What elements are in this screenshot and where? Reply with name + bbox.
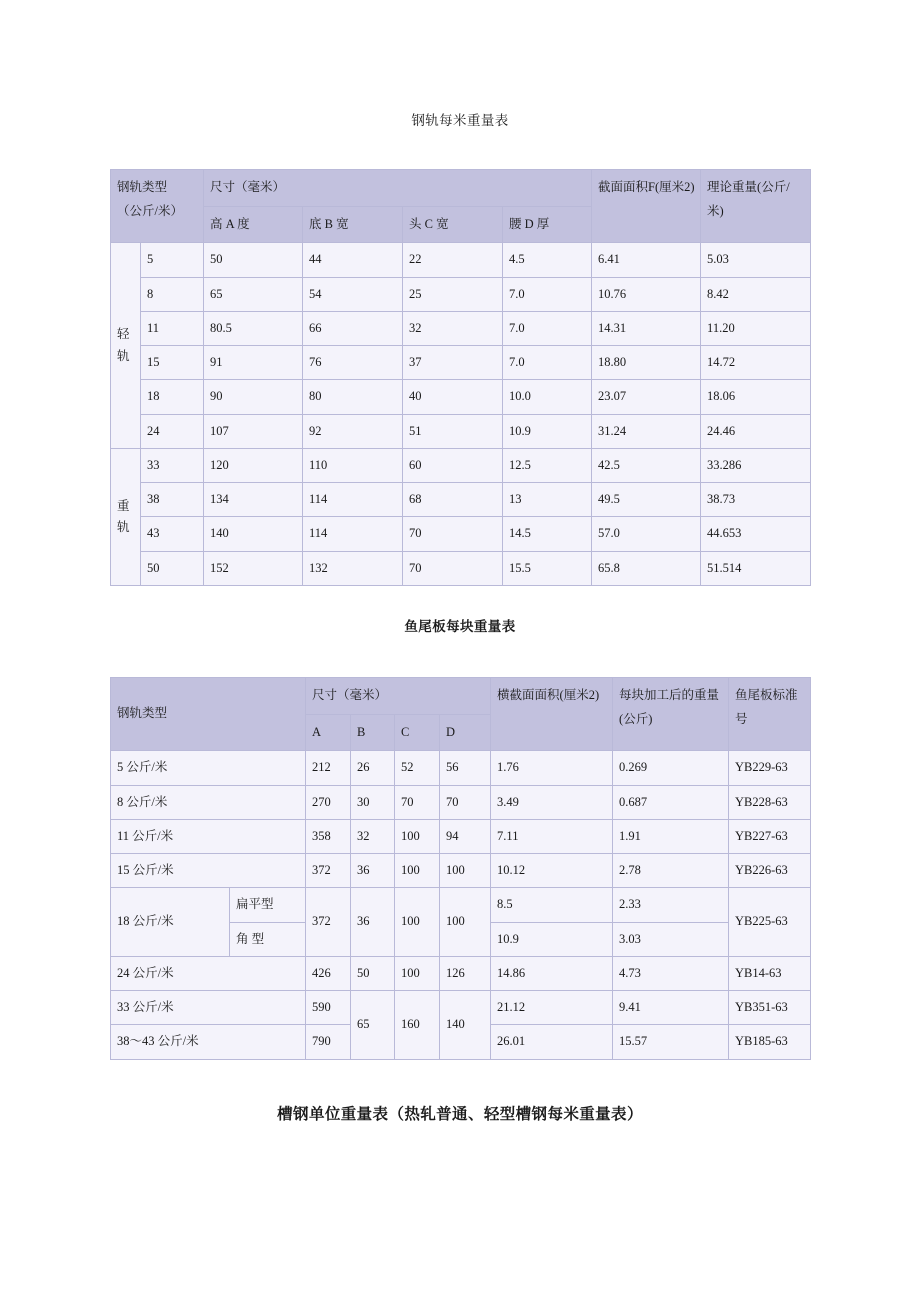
cell-theoretical-weight: 14.72 [701,346,811,380]
cell-theoretical-weight: 33.286 [701,448,811,482]
cell-dim-a: 372 [306,854,351,888]
table-row [111,956,811,990]
header-base-b: 底 B 宽 [303,206,403,243]
cell-head-c: 22 [403,243,503,277]
group-label-light-rail: 轻轨 [111,243,141,449]
cell-rail-type: 18 [141,380,204,414]
cell-base-b: 110 [303,448,403,482]
cell-subtype-flat: 扁平型 [230,888,306,922]
cell-theoretical-weight: 8.42 [701,277,811,311]
cell-section-area: 65.8 [592,551,701,585]
cell-dim-a: 790 [306,1025,351,1059]
cell-rail-type: 38 [141,483,204,517]
cell-head-c: 25 [403,277,503,311]
cell-base-b: 44 [303,243,403,277]
header-rail-type-line2: （公斤/米） [117,203,183,218]
table-row [111,277,811,311]
cell-piece-weight: 9.41 [613,991,729,1025]
cell-piece-weight: 4.73 [613,956,729,990]
cell-standard-number: YB227-63 [729,819,811,853]
table-row [111,346,811,380]
header-dim-c: C [395,714,440,751]
header-dimensions-group: 尺寸（毫米） [306,677,491,714]
cell-web-d: 7.0 [503,346,592,380]
cell-rail-type: 5 公斤/米 [111,751,306,785]
spacer-before-table-2 [110,637,810,677]
cell-dim-b: 36 [351,854,395,888]
table-row [111,751,811,785]
rail-weight-table-head [111,169,811,243]
cell-head-c: 32 [403,311,503,345]
cell-theoretical-weight: 51.514 [701,551,811,585]
cell-section-area: 31.24 [592,414,701,448]
cell-rail-type: 15 [141,346,204,380]
cell-height-a: 140 [204,517,303,551]
cell-base-b: 66 [303,311,403,345]
header-web-d: 腰 D 厚 [503,206,592,243]
cell-cross-section-area: 21.12 [491,991,613,1025]
cell-section-area: 6.41 [592,243,701,277]
cell-dim-b: 32 [351,819,395,853]
cell-dim-d: 100 [440,854,491,888]
cell-dim-a: 590 [306,991,351,1025]
cell-dim-d: 126 [440,956,491,990]
cell-rail-type: 8 [141,277,204,311]
cell-height-a: 50 [204,243,303,277]
cell-dim-c: 100 [395,888,440,957]
cell-rail-type: 8 公斤/米 [111,785,306,819]
cell-head-c: 70 [403,551,503,585]
cell-dim-c: 70 [395,785,440,819]
cell-section-area: 49.5 [592,483,701,517]
cell-head-c: 70 [403,517,503,551]
header-dim-d: D [440,714,491,751]
cell-web-d: 12.5 [503,448,592,482]
cell-dim-a: 372 [306,888,351,957]
cell-dim-d: 100 [440,888,491,957]
cell-dim-c: 52 [395,751,440,785]
cell-height-a: 80.5 [204,311,303,345]
rail-weight-table-body [111,243,811,586]
cell-dim-c: 160 [395,991,440,1060]
table-row [111,311,811,345]
spacer-after-table-1 [110,586,810,618]
cell-base-b: 80 [303,380,403,414]
cell-height-a: 120 [204,448,303,482]
header-height-a: 高 A 度 [204,206,303,243]
cell-cross-section-area: 14.86 [491,956,613,990]
table-row [111,448,811,482]
cell-dim-d: 140 [440,991,491,1060]
group-label-heavy-rail: 重轨 [111,448,141,585]
fishplate-table-body [111,751,811,1059]
cell-height-a: 65 [204,277,303,311]
cell-base-b: 76 [303,346,403,380]
header-piece-weight: 每块加工后的重量(公斤) [613,677,729,751]
cell-dim-b: 36 [351,888,395,957]
cell-dim-c: 100 [395,956,440,990]
header-dim-b: B [351,714,395,751]
cell-theoretical-weight: 5.03 [701,243,811,277]
header-dimensions-group: 尺寸（毫米） [204,169,592,206]
cell-head-c: 37 [403,346,503,380]
cell-head-c: 60 [403,448,503,482]
cell-section-area: 10.76 [592,277,701,311]
table-row [111,414,811,448]
cell-head-c: 40 [403,380,503,414]
channel-steel-table-title: 槽钢单位重量表（热轧普通、轻型槽钢每米重量表） [277,1105,643,1123]
cell-piece-weight: 0.269 [613,751,729,785]
cell-theoretical-weight: 44.653 [701,517,811,551]
cell-base-b: 132 [303,551,403,585]
cell-rail-type: 33 公斤/米 [111,991,306,1025]
cell-web-d: 13 [503,483,592,517]
cell-standard-number: YB226-63 [729,854,811,888]
cell-dim-d: 70 [440,785,491,819]
cell-web-d: 14.5 [503,517,592,551]
cell-cross-section-area: 3.49 [491,785,613,819]
cell-piece-weight: 0.687 [613,785,729,819]
cell-dim-c: 100 [395,819,440,853]
cell-section-area: 18.80 [592,346,701,380]
cell-rail-type: 5 [141,243,204,277]
table-row [111,854,811,888]
cell-rail-type: 11 [141,311,204,345]
cell-rail-type: 24 [141,414,204,448]
cell-theoretical-weight: 11.20 [701,311,811,345]
table-row [111,243,811,277]
fishplate-weight-table [110,677,811,1060]
table-header-row-1 [111,169,811,206]
cell-web-d: 7.0 [503,277,592,311]
cell-piece-weight: 2.78 [613,854,729,888]
cell-base-b: 114 [303,517,403,551]
cell-dim-b: 26 [351,751,395,785]
header-rail-type: 钢轨类型 [111,677,306,751]
cell-web-d: 15.5 [503,551,592,585]
cell-subtype-angle: 角 型 [230,922,306,956]
cell-standard-number: YB225-63 [729,888,811,957]
cell-theoretical-weight: 24.46 [701,414,811,448]
cell-rail-type: 24 公斤/米 [111,956,306,990]
cell-dim-b: 50 [351,956,395,990]
cell-dim-c: 100 [395,854,440,888]
table-row [111,888,811,922]
cell-height-a: 91 [204,346,303,380]
cell-base-b: 92 [303,414,403,448]
cell-theoretical-weight: 18.06 [701,380,811,414]
cell-standard-number: YB14-63 [729,956,811,990]
cell-height-a: 152 [204,551,303,585]
cell-section-area: 57.0 [592,517,701,551]
cell-section-area: 42.5 [592,448,701,482]
cell-cross-section-area: 26.01 [491,1025,613,1059]
cell-rail-type: 18 公斤/米 [111,888,230,957]
cell-rail-type: 38～43 公斤/米 [111,1025,306,1059]
header-dim-a: A [306,714,351,751]
spacer-before-table-1 [110,131,810,169]
cell-cross-section-area: 1.76 [491,751,613,785]
cell-dim-a: 358 [306,819,351,853]
cell-dim-b: 30 [351,785,395,819]
cell-web-d: 4.5 [503,243,592,277]
table-row [111,991,811,1025]
header-theoretical-weight: 理论重量(公斤/米) [701,169,811,243]
cell-rail-type: 33 [141,448,204,482]
cell-dim-a: 270 [306,785,351,819]
cell-web-d: 7.0 [503,311,592,345]
cell-dim-d: 94 [440,819,491,853]
cell-dim-a: 426 [306,956,351,990]
cell-standard-number: YB351-63 [729,991,811,1025]
rail-weight-table [110,169,811,586]
cell-theoretical-weight: 38.73 [701,483,811,517]
table-row [111,819,811,853]
table-row [111,551,811,585]
cell-piece-weight: 15.57 [613,1025,729,1059]
cell-piece-weight: 1.91 [613,819,729,853]
top-spacer [110,0,810,112]
header-section-area: 截面面积F(厘米2) [592,169,701,243]
cell-piece-weight: 3.03 [613,922,729,956]
rail-weight-table-title: 钢轨每米重量表 [411,113,509,128]
cell-dim-d: 56 [440,751,491,785]
cell-cross-section-area: 10.9 [491,922,613,956]
cell-rail-type: 15 公斤/米 [111,854,306,888]
table-header-row-1 [111,677,811,714]
cell-rail-type: 11 公斤/米 [111,819,306,853]
cell-web-d: 10.0 [503,380,592,414]
cell-section-area: 23.07 [592,380,701,414]
cell-rail-type: 50 [141,551,204,585]
table-row [111,380,811,414]
cell-head-c: 51 [403,414,503,448]
table-row [111,785,811,819]
cell-cross-section-area: 7.11 [491,819,613,853]
cell-piece-weight: 2.33 [613,888,729,922]
cell-cross-section-area: 8.5 [491,888,613,922]
fishplate-table-title: 鱼尾板每块重量表 [404,618,516,634]
cell-base-b: 114 [303,483,403,517]
header-head-c: 头 C 宽 [403,206,503,243]
cell-standard-number: YB185-63 [729,1025,811,1059]
cell-height-a: 107 [204,414,303,448]
cell-standard-number: YB228-63 [729,785,811,819]
cell-height-a: 134 [204,483,303,517]
cell-dim-b: 65 [351,991,395,1060]
table-row [111,517,811,551]
cell-cross-section-area: 10.12 [491,854,613,888]
cell-base-b: 54 [303,277,403,311]
cell-standard-number: YB229-63 [729,751,811,785]
cell-height-a: 90 [204,380,303,414]
header-cross-section-area: 横截面面积(厘米2) [491,677,613,751]
table-row [111,483,811,517]
fishplate-table-head [111,677,811,751]
cell-head-c: 68 [403,483,503,517]
spacer-before-title-3 [110,1060,810,1104]
header-rail-type [111,169,204,243]
header-rail-type-line1: 钢轨类型 [117,179,168,194]
cell-dim-a: 212 [306,751,351,785]
cell-section-area: 14.31 [592,311,701,345]
cell-web-d: 10.9 [503,414,592,448]
cell-rail-type: 43 [141,517,204,551]
header-standard-number: 鱼尾板标准号 [729,677,811,751]
